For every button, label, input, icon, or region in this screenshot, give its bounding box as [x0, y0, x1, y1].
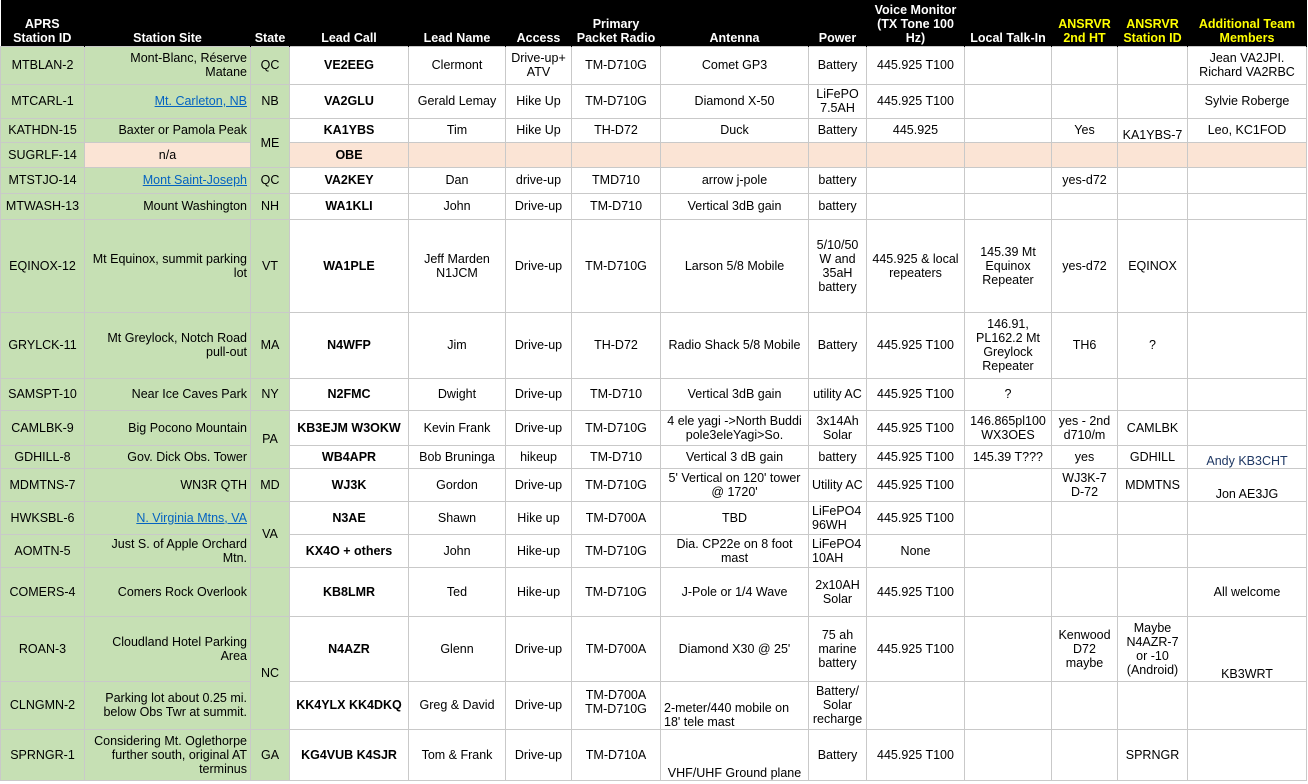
cell-station-site: Comers Rock Overlook	[85, 567, 251, 616]
cell-power: Battery/ Solar recharge	[809, 681, 867, 729]
cell-power: Battery	[809, 729, 867, 780]
cell-station-site: Gov. Dick Obs. Tower	[85, 445, 251, 468]
cell-antenna: Dia. CP22e on 8 foot mast	[661, 534, 809, 567]
header-lead-call: Lead Call	[290, 0, 409, 46]
cell-lead-call: N4AZR	[290, 616, 409, 681]
cell-lead-name: Jim	[409, 312, 506, 378]
cell-ansrvr-id	[1118, 501, 1188, 534]
cell-team	[1188, 312, 1307, 378]
cell-station-id: MTWASH-13	[1, 193, 85, 219]
cell-voice	[867, 142, 965, 167]
cell-station-site: Parking lot about 0.25 mi. below Obs Twr at summit.	[85, 681, 251, 729]
cell-radio: TM-D700A	[572, 616, 661, 681]
cell-lead-name: Bob Bruninga	[409, 445, 506, 468]
cell-access: Drive-up	[506, 681, 572, 729]
header-antenna: Antenna	[661, 0, 809, 46]
cell-station-id: ROAN-3	[1, 616, 85, 681]
cell-ht2: yes	[1052, 445, 1118, 468]
cell-ansrvr-id: GDHILL	[1118, 445, 1188, 468]
cell-lead-name: John	[409, 193, 506, 219]
cell-access: Drive-up+ ATV	[506, 46, 572, 84]
cell-station-site: Considering Mt. Oglethorpe further south, original AT terminus	[85, 729, 251, 780]
cell-antenna: 5' Vertical on 120' tower @ 1720'	[661, 468, 809, 501]
cell-state: QC	[251, 46, 290, 84]
cell-lead-call: KX4O + others	[290, 534, 409, 567]
cell-access	[506, 142, 572, 167]
cell-radio: TM-D710	[572, 193, 661, 219]
cell-access: Hike-up	[506, 534, 572, 567]
cell-power: 75 ah marine battery	[809, 616, 867, 681]
cell-antenna	[661, 142, 809, 167]
cell-ht2	[1052, 84, 1118, 118]
cell-station-id: MDMTNS-7	[1, 468, 85, 501]
cell-power: LiFePO4 10AH	[809, 534, 867, 567]
cell-team	[1188, 142, 1307, 167]
header-packet-radio: Primary Packet Radio	[572, 0, 661, 46]
cell-voice: 445.925 T100	[867, 46, 965, 84]
cell-voice: 445.925 T100	[867, 501, 965, 534]
cell-access: Hike up	[506, 501, 572, 534]
cell-station-id: MTSTJO-14	[1, 167, 85, 193]
table-row	[1, 681, 1307, 729]
cell-lead-name: Dan	[409, 167, 506, 193]
cell-ansrvr-id	[1118, 142, 1188, 167]
cell-radio: TM-D710G	[572, 534, 661, 567]
cell-station-id: SAMSPT-10	[1, 378, 85, 410]
table-row	[1, 193, 1307, 219]
header-ansrvr-station-id: ANSRVR Station ID	[1118, 0, 1188, 46]
header-access: Access	[506, 0, 572, 46]
cell-station-id: KATHDN-15	[1, 118, 85, 142]
table-row	[1, 616, 1307, 681]
table-row	[1, 501, 1307, 534]
cell-lead-name: Dwight	[409, 378, 506, 410]
cell-ht2	[1052, 567, 1118, 616]
cell-ht2	[1052, 46, 1118, 84]
cell-lead-call: WJ3K	[290, 468, 409, 501]
cell-talk-in	[965, 46, 1052, 84]
cell-radio: TH-D72	[572, 312, 661, 378]
cell-station-site: Mt Equinox, summit parking lot	[85, 219, 251, 312]
cell-lead-call: KG4VUB K4SJR	[290, 729, 409, 780]
cell-radio: TM-D710A	[572, 729, 661, 780]
cell-station-id: SUGRLF-14	[1, 142, 85, 167]
cell-state: NB	[251, 84, 290, 118]
cell-station-id: EQINOX-12	[1, 219, 85, 312]
cell-antenna: Vertical 3 dB gain	[661, 445, 809, 468]
cell-talk-in	[965, 84, 1052, 118]
cell-lead-name: Tom & Frank	[409, 729, 506, 780]
cell-lead-call: VA2KEY	[290, 167, 409, 193]
cell-talk-in: 146.91, PL162.2 Mt Greylock Repeater	[965, 312, 1052, 378]
header-team-members: Additional Team Members	[1188, 0, 1307, 46]
cell-lead-name: Kevin Frank	[409, 410, 506, 445]
cell-lead-name: Ted	[409, 567, 506, 616]
cell-state: QC	[251, 167, 290, 193]
cell-antenna: J-Pole or 1/4 Wave	[661, 567, 809, 616]
cell-access: Hike Up	[506, 84, 572, 118]
cell-power: Battery	[809, 118, 867, 142]
table-row	[1, 312, 1307, 378]
cell-station-id: AOMTN-5	[1, 534, 85, 567]
cell-radio: TM-D710G	[572, 219, 661, 312]
cell-voice: 445.925 T100	[867, 567, 965, 616]
cell-station-id: COMERS-4	[1, 567, 85, 616]
cell-ansrvr-id: KA1YBS-7	[1118, 118, 1188, 142]
cell-ansrvr-id: ?	[1118, 312, 1188, 378]
cell-radio: TM-D710	[572, 445, 661, 468]
header-lead-name: Lead Name	[409, 0, 506, 46]
cell-lead-call: VA2GLU	[290, 84, 409, 118]
cell-voice	[867, 167, 965, 193]
cell-ht2	[1052, 193, 1118, 219]
station-site-link[interactable]: Mont Saint-Joseph	[85, 167, 251, 193]
cell-lead-call: KB3EJM W3OKW	[290, 410, 409, 445]
cell-radio: TM-D710G	[572, 84, 661, 118]
cell-lead-call: N3AE	[290, 501, 409, 534]
cell-antenna: Diamond X30 @ 25'	[661, 616, 809, 681]
cell-ansrvr-id	[1118, 681, 1188, 729]
cell-voice: 445.925	[867, 118, 965, 142]
cell-station-id: CLNGMN-2	[1, 681, 85, 729]
cell-ansrvr-id	[1118, 167, 1188, 193]
cell-ansrvr-id: Maybe N4AZR-7 or -10 (Android)	[1118, 616, 1188, 681]
cell-access: Drive-up	[506, 219, 572, 312]
cell-talk-in	[965, 534, 1052, 567]
cell-lead-call: VE2EEG	[290, 46, 409, 84]
cell-station-site: Baxter or Pamola Peak	[85, 118, 251, 142]
cell-lead-name: John	[409, 534, 506, 567]
cell-voice	[867, 193, 965, 219]
cell-team	[1188, 219, 1307, 312]
cell-station-site: Big Pocono Mountain	[85, 410, 251, 445]
cell-team	[1188, 534, 1307, 567]
cell-radio	[572, 142, 661, 167]
table-row	[1, 167, 1307, 193]
cell-radio: TM-D710	[572, 378, 661, 410]
cell-state: MA	[251, 312, 290, 378]
cell-station-site: n/a	[85, 142, 251, 167]
table-row	[1, 378, 1307, 410]
header-voice-monitor: Voice Monitor (TX Tone 100 Hz)	[867, 0, 965, 46]
cell-radio: TM-D710G	[572, 567, 661, 616]
cell-lead-call: WB4APR	[290, 445, 409, 468]
cell-team	[1188, 193, 1307, 219]
cell-access: Drive-up	[506, 616, 572, 681]
cell-voice: 445.925 T100	[867, 445, 965, 468]
header-row	[1, 0, 1307, 46]
cell-station-site: Mont-Blanc, Réserve Matane	[85, 46, 251, 84]
cell-antenna: Duck	[661, 118, 809, 142]
cell-ht2	[1052, 729, 1118, 780]
cell-lead-call: WA1KLI	[290, 193, 409, 219]
cell-ht2	[1052, 681, 1118, 729]
cell-access: Drive-up	[506, 193, 572, 219]
cell-antenna: TBD	[661, 501, 809, 534]
cell-team	[1188, 729, 1307, 780]
table-row	[1, 729, 1307, 780]
cell-ansrvr-id	[1118, 378, 1188, 410]
cell-station-site: WN3R QTH	[85, 468, 251, 501]
cell-voice: 445.925 T100	[867, 84, 965, 118]
cell-station-id: HWKSBL-6	[1, 501, 85, 534]
cell-team: Leo, KC1FOD	[1188, 118, 1307, 142]
table-row	[1, 46, 1307, 84]
cell-antenna: VHF/UHF Ground plane	[661, 729, 809, 780]
station-site-link[interactable]: Mt. Carleton, NB	[85, 84, 251, 118]
cell-ht2	[1052, 142, 1118, 167]
cell-state: NY	[251, 378, 290, 410]
cell-station-id: MTBLAN-2	[1, 46, 85, 84]
cell-power: 5/10/50 W and 35aH battery	[809, 219, 867, 312]
cell-ht2: yes-d72	[1052, 167, 1118, 193]
cell-talk-in	[965, 118, 1052, 142]
cell-talk-in: 146.865pl100 WX3OES	[965, 410, 1052, 445]
cell-ansrvr-id	[1118, 84, 1188, 118]
cell-power: battery	[809, 193, 867, 219]
cell-talk-in	[965, 142, 1052, 167]
cell-lead-name: Greg & David	[409, 681, 506, 729]
cell-ht2: Yes	[1052, 118, 1118, 142]
cell-station-site: Mt Greylock, Notch Road pull-out	[85, 312, 251, 378]
cell-team: KB3WRT	[1188, 616, 1307, 681]
cell-talk-in: 145.39 T???	[965, 445, 1052, 468]
table-row	[1, 445, 1307, 468]
header-local-talk-in: Local Talk-In	[965, 0, 1052, 46]
cell-ht2	[1052, 378, 1118, 410]
cell-team	[1188, 681, 1307, 729]
header-power: Power	[809, 0, 867, 46]
cell-antenna: Comet GP3	[661, 46, 809, 84]
cell-station-site: Mount Washington	[85, 193, 251, 219]
cell-state: NC	[251, 616, 290, 729]
cell-radio: TMD710	[572, 167, 661, 193]
cell-ht2: yes - 2nd d710/m	[1052, 410, 1118, 445]
cell-voice: 445.925 & local repeaters	[867, 219, 965, 312]
cell-access: Drive-up	[506, 468, 572, 501]
cell-lead-name: Gordon	[409, 468, 506, 501]
cell-antenna: arrow j-pole	[661, 167, 809, 193]
cell-access: drive-up	[506, 167, 572, 193]
cell-talk-in	[965, 729, 1052, 780]
cell-voice: 445.925 T100	[867, 729, 965, 780]
cell-antenna: Diamond X-50	[661, 84, 809, 118]
cell-lead-call: N4WFP	[290, 312, 409, 378]
cell-state: ME	[251, 118, 290, 167]
cell-radio: TH-D72	[572, 118, 661, 142]
cell-radio: TM-D700A TM-D710G	[572, 681, 661, 729]
cell-voice	[867, 681, 965, 729]
cell-team: All welcome	[1188, 567, 1307, 616]
table-row	[1, 142, 1307, 167]
cell-access: Drive-up	[506, 729, 572, 780]
cell-talk-in	[965, 167, 1052, 193]
cell-access: Drive-up	[506, 378, 572, 410]
cell-talk-in	[965, 567, 1052, 616]
cell-power: Battery	[809, 312, 867, 378]
cell-antenna: Radio Shack 5/8 Mobile	[661, 312, 809, 378]
cell-ansrvr-id: CAMLBK	[1118, 410, 1188, 445]
cell-voice: 445.925 T100	[867, 312, 965, 378]
cell-station-site: Just S. of Apple Orchard Mtn.	[85, 534, 251, 567]
table-row	[1, 219, 1307, 312]
cell-lead-name: Tim	[409, 118, 506, 142]
cell-talk-in	[965, 468, 1052, 501]
cell-access: Hike Up	[506, 118, 572, 142]
cell-team: Jean VA2JPI. Richard VA2RBC	[1188, 46, 1307, 84]
cell-state-blank	[251, 567, 290, 616]
cell-lead-name: Shawn	[409, 501, 506, 534]
cell-ansrvr-id: EQINOX	[1118, 219, 1188, 312]
cell-lead-call: KA1YBS	[290, 118, 409, 142]
cell-talk-in	[965, 681, 1052, 729]
header-ansrvr-2nd-ht: ANSRVR 2nd HT	[1052, 0, 1118, 46]
cell-ansrvr-id	[1118, 46, 1188, 84]
cell-radio: TM-D710G	[572, 410, 661, 445]
table-row	[1, 468, 1307, 501]
cell-lead-call: N2FMC	[290, 378, 409, 410]
cell-ansrvr-id	[1118, 567, 1188, 616]
cell-team: Sylvie Roberge	[1188, 84, 1307, 118]
cell-radio: TM-D710G	[572, 46, 661, 84]
cell-lead-name: Jeff Marden N1JCM	[409, 219, 506, 312]
cell-lead-name: Glenn	[409, 616, 506, 681]
cell-ht2	[1052, 534, 1118, 567]
cell-talk-in: ?	[965, 378, 1052, 410]
cell-team	[1188, 167, 1307, 193]
cell-voice: 445.925 T100	[867, 378, 965, 410]
cell-power: battery	[809, 445, 867, 468]
cell-lead-call: KK4YLX KK4DKQ	[290, 681, 409, 729]
cell-station-id: SPRNGR-1	[1, 729, 85, 780]
cell-power: 3x14Ah Solar	[809, 410, 867, 445]
table-row	[1, 84, 1307, 118]
cell-talk-in: 145.39 Mt Equinox Repeater	[965, 219, 1052, 312]
cell-lead-name	[409, 142, 506, 167]
cell-access: Hike-up	[506, 567, 572, 616]
cell-voice: None	[867, 534, 965, 567]
cell-state: VA	[251, 501, 290, 567]
cell-lead-name: Clermont	[409, 46, 506, 84]
cell-radio: TM-D700A	[572, 501, 661, 534]
cell-power: Battery	[809, 46, 867, 84]
cell-voice: 445.925 T100	[867, 616, 965, 681]
cell-ansrvr-id: SPRNGR	[1118, 729, 1188, 780]
cell-voice: 445.925 T100	[867, 410, 965, 445]
cell-ansrvr-id: MDMTNS	[1118, 468, 1188, 501]
cell-antenna: Vertical 3dB gain	[661, 193, 809, 219]
cell-lead-name: Gerald Lemay	[409, 84, 506, 118]
cell-ht2: Kenwood D72 maybe	[1052, 616, 1118, 681]
cell-team	[1188, 378, 1307, 410]
cell-state: VT	[251, 219, 290, 312]
cell-station-id: CAMLBK-9	[1, 410, 85, 445]
cell-station-id: GDHILL-8	[1, 445, 85, 468]
cell-power: Utility AC	[809, 468, 867, 501]
header-station-site: Station Site	[85, 0, 251, 46]
cell-team: Jon AE3JG	[1188, 468, 1307, 501]
cell-team	[1188, 410, 1307, 445]
cell-state: PA	[251, 410, 290, 468]
cell-talk-in	[965, 501, 1052, 534]
cell-ht2: WJ3K-7 D-72	[1052, 468, 1118, 501]
cell-station-id: GRYLCK-11	[1, 312, 85, 378]
table-row	[1, 410, 1307, 445]
cell-antenna: 2-meter/440 mobile on 18' tele mast	[661, 681, 809, 729]
cell-ansrvr-id	[1118, 534, 1188, 567]
cell-station-site: Near Ice Caves Park	[85, 378, 251, 410]
cell-power: utility AC	[809, 378, 867, 410]
table-row	[1, 534, 1307, 567]
cell-lead-call: KB8LMR	[290, 567, 409, 616]
cell-state: GA	[251, 729, 290, 780]
cell-antenna: 4 ele yagi ->North Buddipole3eleYagi>So.	[661, 410, 809, 445]
cell-ht2	[1052, 501, 1118, 534]
header-station-id: APRS Station ID	[1, 0, 85, 46]
cell-station-site: Cloudland Hotel Parking Area	[85, 616, 251, 681]
cell-power: LiFePO4 96WH	[809, 501, 867, 534]
cell-power: LiFePO 7.5AH	[809, 84, 867, 118]
cell-state: MD	[251, 468, 290, 501]
cell-ht2: TH6	[1052, 312, 1118, 378]
cell-power: 2x10AH Solar	[809, 567, 867, 616]
cell-lead-call: OBE	[290, 142, 409, 167]
station-site-link[interactable]: N. Virginia Mtns, VA	[85, 501, 251, 534]
cell-antenna: Larson 5/8 Mobile	[661, 219, 809, 312]
cell-access: Drive-up	[506, 312, 572, 378]
cell-power	[809, 142, 867, 167]
cell-ansrvr-id	[1118, 193, 1188, 219]
cell-talk-in	[965, 193, 1052, 219]
cell-team	[1188, 501, 1307, 534]
cell-team: Andy KB3CHT	[1188, 445, 1307, 468]
table-row	[1, 567, 1307, 616]
table-row	[1, 118, 1307, 142]
header-state: State	[251, 0, 290, 46]
cell-state: NH	[251, 193, 290, 219]
cell-power: battery	[809, 167, 867, 193]
cell-access: Drive-up	[506, 410, 572, 445]
cell-access: hikeup	[506, 445, 572, 468]
cell-ht2: yes-d72	[1052, 219, 1118, 312]
cell-lead-call: WA1PLE	[290, 219, 409, 312]
cell-station-id: MTCARL-1	[1, 84, 85, 118]
cell-antenna: Vertical 3dB gain	[661, 378, 809, 410]
cell-talk-in	[965, 616, 1052, 681]
cell-voice: 445.925 T100	[867, 468, 965, 501]
cell-radio: TM-D710G	[572, 468, 661, 501]
